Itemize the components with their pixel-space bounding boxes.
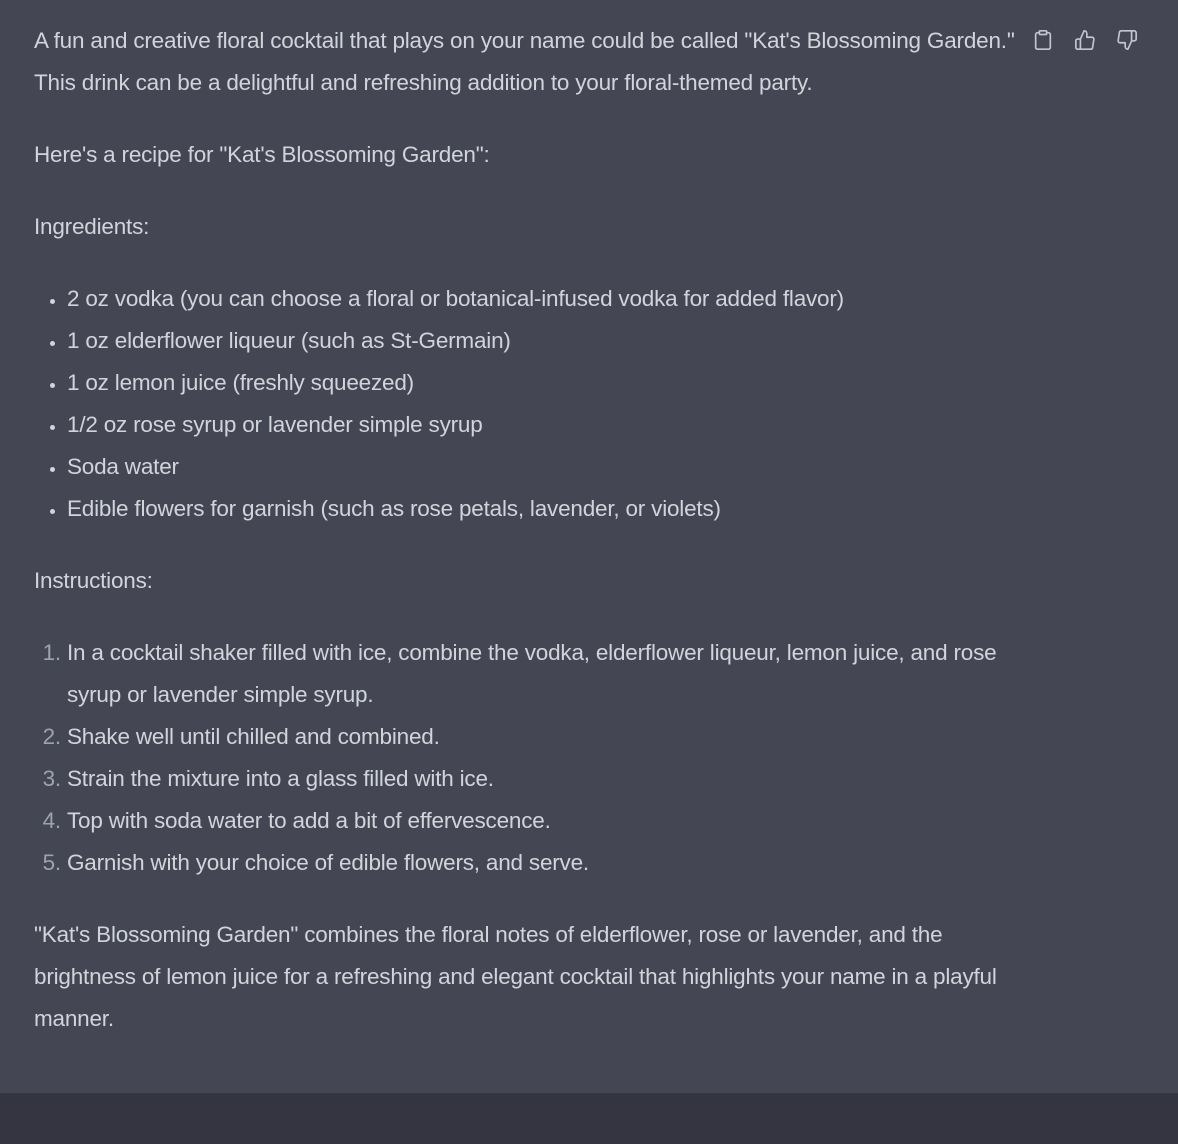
list-item: 3. Strain the mixture into a glass filled with ice.: [67, 758, 1024, 800]
closing-paragraph: "Kat's Blossoming Garden" combines the floral notes of elderflower, rose or lavender, and the brightness of lemon juice for a refreshing and elegant cocktail that highlights your name in a playful manner.: [34, 922, 997, 1031]
list-item: 4. Top with soda water to add a bit of effervescence.: [67, 800, 1024, 842]
clipboard-icon: [1032, 29, 1054, 51]
list-item: 2. Shake well until chilled and combined.: [67, 716, 1024, 758]
composer-area: [0, 1093, 1178, 1144]
list-item: • 1 oz elderflower liqueur (such as St-Germain): [67, 320, 1024, 362]
intro-paragraph: A fun and creative floral cocktail that plays on your name could be called "Kat's Blossoming Garden." This drink can be a delightful and refreshing addition to your floral-themed party.: [34, 28, 1015, 95]
list-item: 5. Garnish with your choice of edible flowers, and serve.: [67, 842, 1024, 884]
list-item: 1. In a cocktail shaker filled with ice, combine the vodka, elderflower liqueur, lemon juice, and rose syrup or lavender simple syrup.: [67, 632, 1024, 716]
copy-button[interactable]: [1030, 27, 1056, 53]
instructions-list: [34, 632, 1024, 884]
message-content: [34, 20, 1024, 1070]
thumbs-up-button[interactable]: [1072, 27, 1098, 53]
list-item: • 2 oz vodka (you can choose a floral or botanical-infused vodka for added flavor): [67, 278, 1024, 320]
ingredients-list: [34, 278, 1024, 530]
recipe-heading: Here's a recipe for "Kat's Blossoming Garden":: [34, 142, 490, 167]
ingredients-heading: Ingredients:: [34, 214, 150, 239]
list-item: • 1/2 oz rose syrup or lavender simple syrup: [67, 404, 1024, 446]
message-actions: [1030, 27, 1140, 53]
list-item: • Edible flowers for garnish (such as rose petals, lavender, or violets): [67, 488, 1024, 530]
thumbs-up-icon: [1074, 29, 1096, 51]
thumbs-down-button[interactable]: [1114, 27, 1140, 53]
instructions-heading: Instructions:: [34, 568, 153, 593]
list-item: • 1 oz lemon juice (freshly squeezed): [67, 362, 1024, 404]
thumbs-down-icon: [1116, 29, 1138, 51]
list-item: • Soda water: [67, 446, 1024, 488]
